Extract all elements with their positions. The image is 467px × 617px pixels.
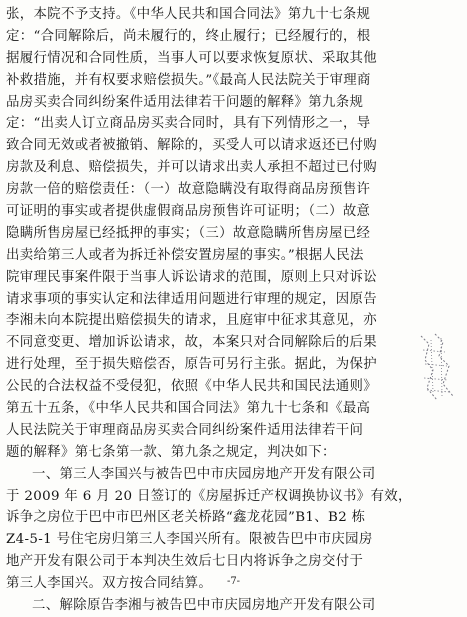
text-line: 李湘未向本院提出赔偿损失的请求，且庭审中征求其意见，亦	[6, 313, 377, 329]
text-line: 第五十五条，《中华人民共和国合同法》第九十七条和《最高	[6, 401, 371, 417]
text-line: 人民法院关于审理商品房买卖合同纠纷案件适用法律若干问	[6, 422, 364, 438]
text-line: 出卖给第三人或者为拆迁补偿安置房屋的事实。”根据人民法	[6, 247, 364, 263]
text-line: 隐瞒所售房屋已经抵押的事实；（三）故意隐瞒所售房屋已经	[6, 225, 371, 241]
text-line: 定：“出卖人订立商品房买卖合同时，具有下列情形之一，导	[6, 116, 371, 132]
text-line: 二、解除原告李湘与被告巴中市庆园房地产开发有限公司	[32, 598, 376, 614]
text-line: 题的解释》第七条第一款、第九条之规定，判决如下：	[6, 444, 336, 460]
text-line: 定：“合同解除后，尚未履行的，终止履行；已经履行的，根	[6, 28, 371, 44]
text-line: 不同意变更、增加诉讼请求，故，本案只对合同解除后的后果	[6, 335, 377, 351]
text-line: 张，本院不予支持。《中华人民共和国合同法》第九十七条规	[6, 7, 371, 22]
text-line: 于 2009 年 6 月 20 日签订的《房屋拆迁产权调换协议书》有效，	[6, 488, 412, 504]
text-line: 房款一倍的赔偿责任：（一）故意隐瞒没有取得商品房预售许	[6, 182, 371, 198]
judgment-body-text	[6, 4, 416, 617]
text-line: 致合同无效或者被撤销、解除的，买受人可以请求返还已付购	[6, 138, 377, 154]
text-line: 一、第三人李国兴与被告巴中市庆园房地产开发有限公司	[32, 466, 376, 482]
text-line: Z4-5-1 号住宅房归第三人李国兴所有。限被告巴中市庆园房	[6, 532, 373, 548]
text-line: 据履行情况和合同性质，当事人可以要求恢复原状、采取其他	[6, 50, 377, 66]
text-line: 品房买卖合同纠纷案件适用法律若干问题的解释》第九条规	[6, 94, 364, 110]
text-line: 补救措施，并有权要求赔偿损失。”《最高人民法院关于审理商	[6, 72, 371, 88]
text-line: 第三人李国兴。双方按合同结算。	[6, 576, 213, 592]
text-line: 进行处理，至于损失赔偿否，原告可另行主张。据此，为保护	[6, 357, 377, 373]
text-line: 诉争之房位于巴中市巴州区老关桥路“鑫龙花园”B1、B2 栋	[6, 510, 366, 526]
text-line: 院审理民事案件限于当事人诉讼请求的范围，原则上只对诉讼	[6, 269, 377, 285]
seal-stamp	[415, 330, 459, 404]
text-line: 可证明的事实或者提供虚假商品房预售许可证明；（二）故意	[6, 204, 371, 220]
page-number: -7-	[226, 576, 241, 587]
text-line: 请求事项的事实认定和法律适用问题进行审理的规定，因原告	[6, 291, 377, 307]
text-line: 地产开发有限公司于本判决生效后七日内将诉争之房交付于	[6, 554, 364, 570]
text-line: 公民的合法权益不受侵犯，依照《中华人民共和国民法通则》	[6, 379, 377, 395]
text-line: 房款及利息、赔偿损失，并可以请求出卖人承担不超过已付购	[6, 160, 377, 176]
